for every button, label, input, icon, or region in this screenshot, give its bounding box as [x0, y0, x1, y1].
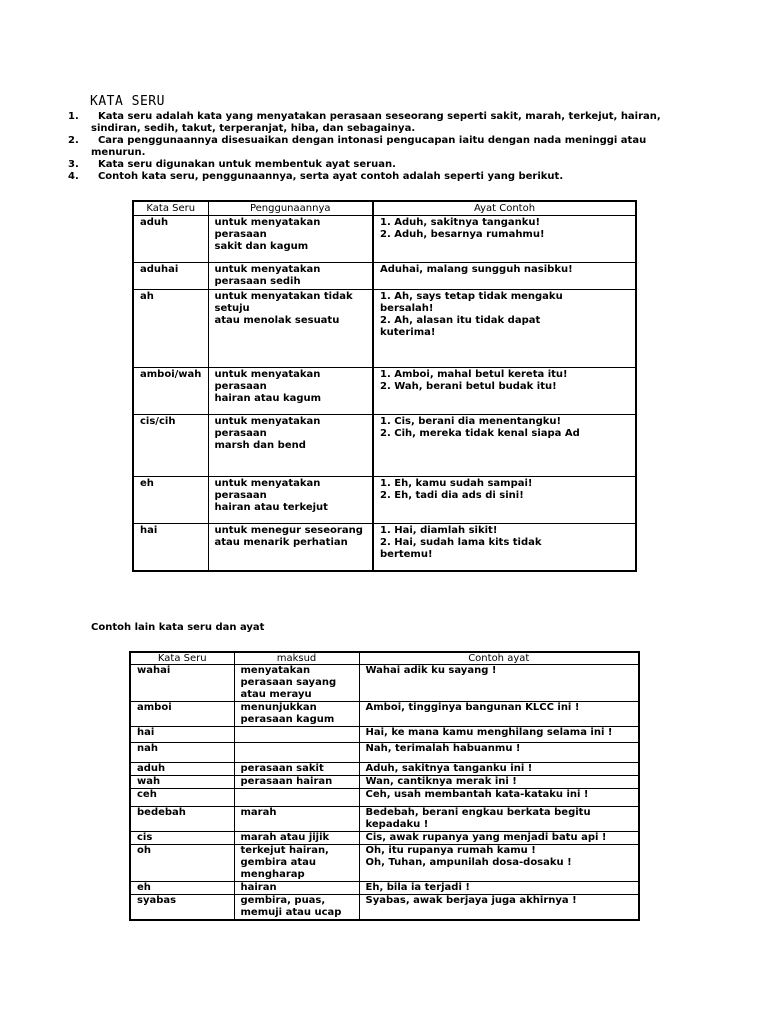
table-row: eh hairan Eh, bila ia terjadi ! — [130, 882, 639, 895]
table-row: aduh perasaan sakit Aduh, sakitnya tanganku ini ! — [130, 763, 639, 776]
table-row: amboi menunjukkan perasaan kagum Amboi, tingginya bangunan KLCC ini ! — [130, 702, 639, 727]
table-row: ah untuk menyatakan tidak setuju atau menolak sesuatu 1. Ah, says tetap tidak mengaku bersalah! 2. Ah, alasan itu tidak dapat kuterima! — [133, 290, 636, 368]
table-row: wah perasaan hairan Wan, cantiknya merak ini ! — [130, 776, 639, 789]
kata-seru-table — [132, 200, 637, 572]
table-row: syabas gembira, puas, memuji atau ucap Syabas, awak berjaya juga akhirnya ! — [130, 895, 639, 921]
table-row: hai Hai, ke mana kamu menghilang selama ini ! — [130, 727, 639, 743]
table-row: amboi/wah untuk menyatakan perasaan hairan atau kagum 1. Amboi, mahal betul kereta itu! 2. Wah, berani betul budak itu! — [133, 368, 636, 415]
table-row: aduhai untuk menyatakan perasaan sedih Aduhai, malang sungguh nasibku! — [133, 263, 636, 290]
point-item: 4. Contoh kata seru, penggunaannya, serta ayat contoh adalah seperti yang berikut. — [68, 171, 564, 182]
intro-points — [68, 111, 688, 183]
table-row: wahai menyatakan perasaan sayang atau merayu Wahai adik ku sayang ! — [130, 665, 639, 702]
header-contoh-ayat: Contoh ayat — [359, 652, 639, 665]
table-row: cis/cih untuk menyatakan perasaan marsh dan bend 1. Cis, berani dia menentangku! 2. Cih, mereka tidak kenal siapa Ad — [133, 415, 636, 477]
table-header-row — [130, 652, 639, 665]
table-row: ceh Ceh, usah membantah kata-kataku ini ! — [130, 789, 639, 807]
contoh-lain-table — [129, 651, 640, 921]
point-item: 3. Kata seru digunakan untuk membentuk ayat seruan. — [68, 159, 396, 170]
table-row: nah Nah, terimalah habuanmu ! — [130, 743, 639, 763]
header-ayat-contoh: Ayat Contoh — [373, 201, 636, 216]
table-row: eh untuk menyatakan perasaan hairan atau terkejut 1. Eh, kamu sudah sampai! 2. Eh, tadi dia ads di sini! — [133, 477, 636, 524]
header-penggunaannya: Penggunaannya — [208, 201, 373, 216]
table-row: oh terkejut hairan, gembira atau mengharap Oh, itu rupanya rumah kamu ! Oh, Tuhan, ampunilah dosa-dosaku ! — [130, 845, 639, 882]
point-item: 2. Cara penggunaannya disesuaikan dengan intonasi pengucapan iaitu dengan nada meninggi atau menurun. — [68, 135, 650, 158]
table-row: cis marah atau jijik Cis, awak rupanya yang menjadi batu api ! — [130, 832, 639, 845]
table-header-row — [133, 201, 636, 216]
header-kata-seru: Kata Seru — [130, 652, 234, 665]
point-item: 1. Kata seru adalah kata yang menyatakan perasaan seseorang seperti sakit, marah, terkejut, hairan, sindiran, sedih, takut, terperanjat, hiba, dan sebagainya. — [68, 111, 665, 134]
table2-caption: Contoh lain kata seru dan ayat — [91, 622, 265, 633]
table-row: hai untuk menegur seseorang atau menarik perhatian 1. Hai, diamlah sikit! 2. Hai, sudah lama kits tidak bertemu! — [133, 524, 636, 571]
page-title: KATA SERU — [90, 94, 165, 109]
table-row: bedebah marah Bedebah, berani engkau berkata begitu kepadaku ! — [130, 807, 639, 832]
header-kata-seru: Kata Seru — [133, 201, 208, 216]
header-maksud: maksud — [234, 652, 359, 665]
table-row: aduh untuk menyatakan perasaan sakit dan kagum 1. Aduh, sakitnya tanganku! 2. Aduh, besarnya rumahmu! — [133, 216, 636, 263]
